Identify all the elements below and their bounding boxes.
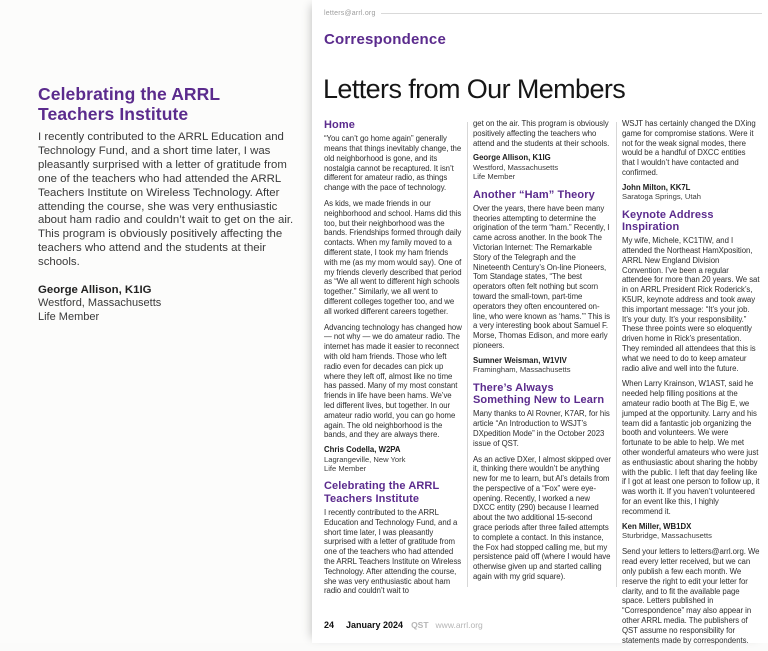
excerpt-signature	[38, 283, 300, 324]
author-name: Ken Miller, WB1DX	[622, 521, 692, 531]
page-footer	[324, 620, 483, 630]
website-url: www.arrl.org	[435, 620, 483, 630]
letter-paragraph: WSJT has certainly changed the DXing game for compromise stations. Were it not for the weak signal modes, there would be a handful of DXCC entities that I wouldn’t have contacted and confirmed.	[622, 119, 756, 177]
column-divider	[616, 122, 617, 587]
author-location: Sturbridge, Massachusetts	[622, 531, 712, 541]
letter-paragraph: Over the years, there have been many theories attempting to determine the origination of the term “ham.” Recently, I came across another. In the book The Victorian Internet: The Remarkable Story of the Telegraph and the Nineteenth Century’s On-line Pioneers, Tom Standage states, “The best operators often felt nothing but scorn toward the small-town, part-time operators they often encountered on-line, who were known as ‘hams.’” This is a very interesting book about Samuel F. Morse, Thomas Edison, and more early pioneers.	[473, 203, 610, 351]
letter-paragraph: I recently contributed to the ARRL Education and Technology Fund, and a short time later, I was pleasantly surprised with a letter of gratitude from one of the teachers who had attended the ARRL Teachers Institute on Wireless Technology. After attending the course, she was very enthusiastic about ham radio and couldn’t wait to	[324, 507, 462, 596]
author-name: George Allison, K1IG	[38, 284, 152, 297]
author-name: Chris Codella, W2PA	[324, 445, 401, 455]
author-name: George Allison, K1IG	[473, 153, 551, 163]
letter-heading-new-to-learn: There’s Always Something New to Learn	[473, 381, 605, 407]
excerpt-body: I recently contributed to the ARRL Education and Technology Fund, and a short time later, I was pleasantly surprised with a letter of gratitude from one of the teachers who had attended the ARRL Teachers Institute on Wireless Technology. After attending the course, she was very enthusiastic about ham radio and couldn’t wait to get on the air. This program is obviously positively affecting the teachers who attend and the students at their schools.	[38, 131, 294, 269]
letter-paragraph: “You can’t go home again” generally means that things inevitably change, the old neighborhood is gone, and its nostalgia cannot be recaptured. It isn’t different for amateur radio, as things change with the pace of technology.	[324, 134, 462, 193]
column-divider	[467, 122, 468, 587]
magazine-name: QST	[411, 620, 429, 630]
letter-heading-celebrating: Celebrating the ARRL Teachers Institute	[324, 480, 440, 505]
author-membership: Life Member	[473, 172, 516, 182]
author-name: Sumner Weisman, W1VIV	[473, 355, 567, 365]
letter-columns	[324, 119, 760, 651]
previous-page	[0, 0, 310, 643]
author-location: Westford, Massachusetts	[38, 297, 162, 310]
contact-email: letters@arrl.org	[324, 10, 376, 17]
page-title: Letters from Our Members	[323, 74, 626, 105]
submission-note: Send your letters to letters@arrl.org. We read every letter received, but we can only publish a few each month. We reserve the right to edit your letter for clarity, and to fit the available page space. Letters published in “Correspondence” may also appear in other ARRL media. The publishers of QST assume no responsibility for statements made by correspondents.	[622, 547, 760, 645]
letter-excerpt	[38, 84, 300, 324]
page-header	[324, 10, 762, 17]
letter-paragraph: As an active DXer, I almost skipped over it, thinking there wouldn’t be anything new for me to learn, but Al’s details from the perspective of a “Fox” were eye-opening. Recently, I worked a new DXCC entity (290) because I learned about the two additional 15-second grace periods after three failed attempts to complete a contact. In this instance, the Fox had stopped calling me, but my persistence paid off (where I would have otherwise given up and started calling again with my grid square).	[473, 454, 611, 582]
author-name: John Milton, KK7L	[622, 182, 691, 192]
letter-paragraph: As kids, we made friends in our neighborhood and school. Hams did this too, but their neighborhood was the bands. Friendships formed through daily contacts. When my family moved to a different state, I took my ham friends with me (as my mom would say). One of my friends cleverly described that period as “We all went to different high schools together.” Similarly, we all went to different colleges together too, and we all worked different careers together.	[324, 199, 462, 316]
section-label: Correspondence	[324, 31, 446, 48]
letter-signature	[473, 153, 611, 181]
letter-signature	[473, 356, 611, 375]
letter-signature	[622, 183, 760, 202]
letter-paragraph: Advancing technology has changed how — not why — we do amateur radio. The internet has made it easier to reconnect with old ham friends. Those who left radio even for decades can pick up where they left off, almost like no time has passed. Many of my most constant friends in life have been hams. We’ve led different lives, but together. In our amateur radio world, you can go home again. The old neighborhood is the bands, and they are always there.	[324, 322, 462, 440]
letter-paragraph: Many thanks to Al Rovner, K7AR, for his article “An Introduction to WSJT’s DXpedition Mode” in the October 2023 issue of QST.	[473, 409, 610, 448]
author-membership: Life Member	[324, 464, 367, 474]
author-membership: Life Member	[38, 310, 100, 323]
column-3	[622, 119, 760, 651]
letter-paragraph: My wife, Michele, KC1TIW, and I attended the Northeast HamXposition, ARRL New England Division Convention. I’ve been a regular attendee for more than 20 years. We sat in on ARRL President Rick Roderick’s, K5UR, keynote address and took away this important message: “It’s your job. It’s your duty. It’s your responsibility.” These three points were so eloquently driven home in Rick’s presentation. They reminded all attendees that this is what we need to do to keep amateur radio alive and well into the future.	[622, 236, 760, 373]
letter-signature	[324, 445, 462, 473]
author-location: Westford, Massachusetts	[473, 162, 559, 172]
author-location: Saratoga Springs, Utah	[622, 192, 701, 202]
page-number: 24	[324, 620, 335, 630]
column-2	[473, 119, 611, 651]
letter-heading-keynote: Keynote Address Inspiration	[622, 208, 714, 233]
magazine-page	[312, 0, 768, 643]
author-location: Lagrangeville, New York	[324, 454, 406, 464]
letter-heading-ham-theory: Another “Ham” Theory	[473, 188, 595, 201]
letter-signature	[622, 522, 760, 541]
header-rule	[381, 13, 762, 14]
author-location: Framingham, Massachusetts	[473, 365, 571, 375]
letter-paragraph: get on the air. This program is obviously positively affecting the teachers who attend and the students at their schools.	[473, 119, 610, 148]
column-1	[324, 119, 462, 651]
letter-paragraph: When Larry Krainson, W1AST, said he needed help filling positions at the amateur radio booth at The Big E, we jumped at the opportunity. Larry and his team did a fantastic job organizing the booth and volunteers. We were fortunate to be able to help. We met other wonderful amateurs who were just as enthusiastic about sharing the hobby with the public. I left that day feeling like if I got at least one person to follow up, it was worth it. If you haven’t volunteered for an event like this, I highly recommend it.	[622, 379, 760, 516]
issue-date: January 2024	[346, 620, 404, 630]
excerpt-heading: Celebrating the ARRL Teachers Institute	[38, 84, 220, 124]
letter-heading-home: Home	[324, 119, 355, 131]
